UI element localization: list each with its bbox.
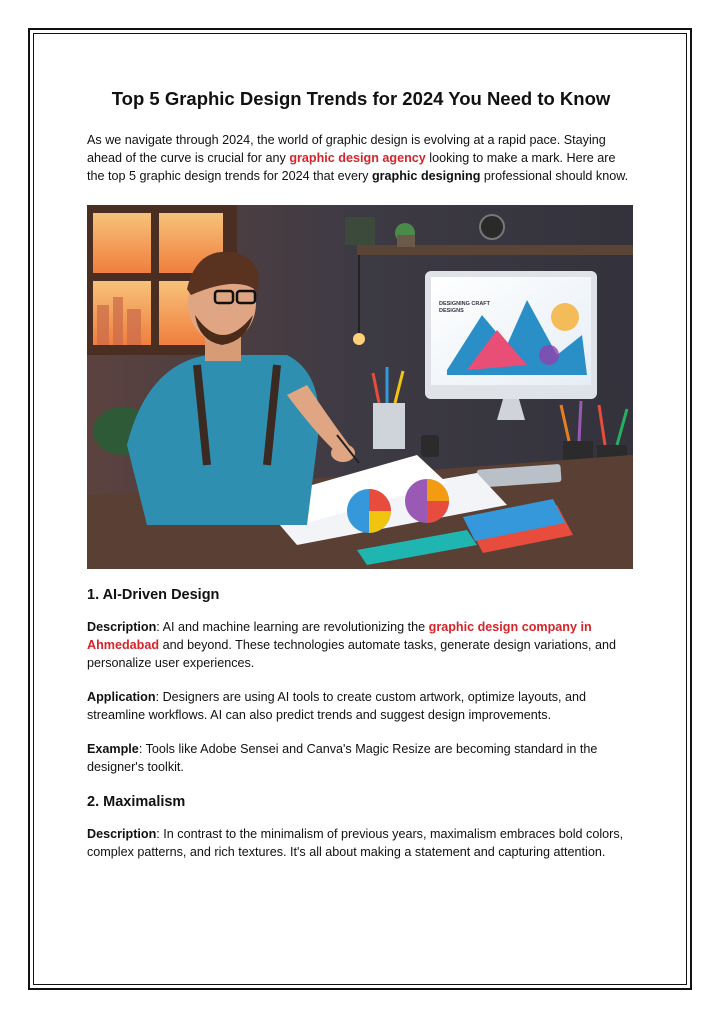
graphic-design-company-link[interactable]: graphic design company in Ahmedabad [87, 620, 592, 652]
application-text: : Designers are using AI tools to create custom artwork, optimize layouts, and streamline workflows. AI can also predict trends and suggest design improvements. [87, 690, 587, 722]
example-text: : Tools like Adobe Sensei and Canva's Magic Resize are becoming standard in the designer's toolkit. [87, 742, 598, 774]
example-label: Example [87, 742, 139, 756]
description-text-1: : AI and machine learning are revolutionizing the [156, 620, 429, 634]
description-text-3: : In contrast to the minimalism of previous years, maximalism embraces bold colors, complex patterns, and rich textures. It's all about making a statement and capturing attention. [87, 827, 624, 859]
document-body [87, 88, 635, 861]
graphic-design-agency-link[interactable]: graphic design agency [289, 151, 426, 165]
intro-text-3: professional should know. [480, 169, 629, 183]
hero-illustration [87, 205, 633, 569]
intro-text-2: looking to make a mark. Here are the top 5 graphic design trends for 2024 that every [87, 151, 616, 183]
description-label: Description [87, 620, 157, 634]
intro-text-1: As we navigate through 2024, the world of graphic design is evolving at a rapid pace. Staying ahead of the curve is crucial for any [87, 133, 606, 165]
section-heading-maximalism: 2. Maximalism [87, 794, 186, 810]
page-title: Top 5 Graphic Design Trends for 2024 You Need to Know [111, 88, 611, 109]
section1-description [87, 618, 635, 672]
description-text-2: and beyond. These technologies automate tasks, generate design variations, and personalize user experiences. [87, 638, 617, 670]
section-heading-ai-driven-design: 1. AI-Driven Design [87, 587, 220, 603]
svg-text:DESIGNING CRAFT: DESIGNING CRAFT [439, 301, 491, 307]
intro-bold-term: graphic designing [371, 169, 481, 183]
intro-paragraph [87, 131, 635, 185]
section1-application [87, 688, 635, 724]
pencil-cup [373, 403, 405, 449]
monitor [425, 271, 597, 420]
section2-description [87, 825, 635, 861]
svg-text:DESIGNS: DESIGNS [439, 308, 464, 314]
description-label-2: Description [87, 827, 157, 841]
section1-example [87, 740, 635, 776]
application-label: Application [87, 690, 156, 704]
